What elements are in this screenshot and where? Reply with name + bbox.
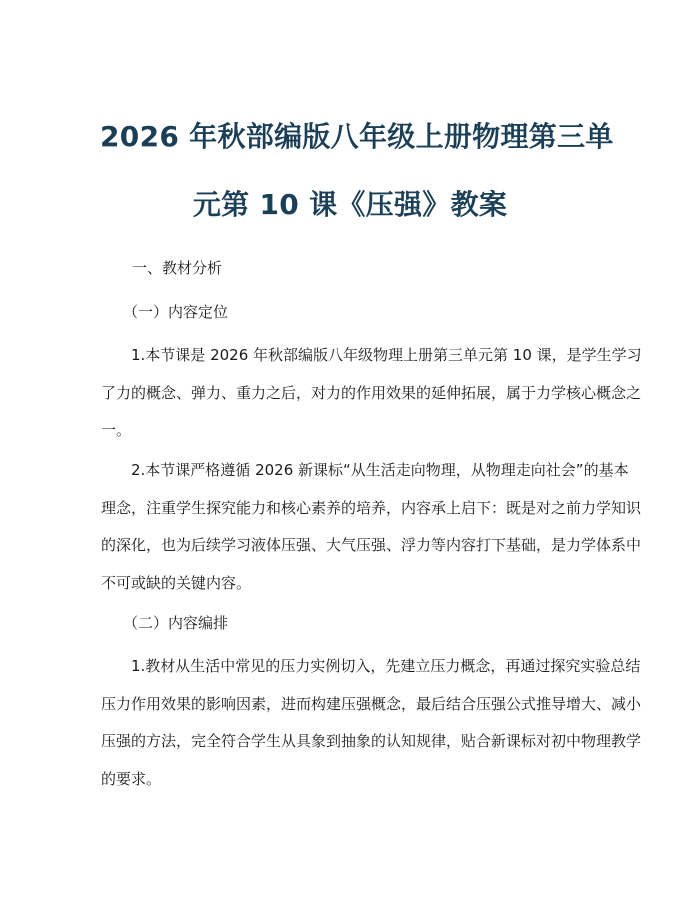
subsection-heading: （一）内容定位 <box>123 303 229 321</box>
paragraph-line: 了力的概念、弹力、重力之后，对力的作用效果的延伸拓展，属于力学核心概念之 <box>101 383 642 402</box>
paragraph-line: 1.本节课是 2026 年秋部编版八年级物理上册第三单元第 10 课，是学生学习 <box>131 346 642 364</box>
paragraph-line: 的要求。 <box>101 769 162 788</box>
title-line: 2026 年秋部编版八年级上册物理第三单 <box>100 120 614 153</box>
paragraph <box>101 648 642 798</box>
paragraph-line: 一。 <box>101 421 132 439</box>
paragraph <box>101 337 642 450</box>
paragraph-line: 的深化，也为后续学习液体压强、大气压强、浮力等内容打下基础，是力学体系中 <box>101 536 642 554</box>
paragraph-line: 压强的方法，完全符合学生从具象到抽象的认知规律，贴合新课标对初中物理教学 <box>101 732 642 750</box>
paragraph-line: 2.本节课严格遵循 2026 新课标“从生活走向物理，从物理走向社会”的基本 <box>131 461 629 479</box>
paragraph-line: 1.教材从生活中常见的压力实例切入，先建立压力概念，再通过探究实验总结 <box>131 657 641 675</box>
section-heading: 一、教材分析 <box>132 259 223 277</box>
subsection-heading: （二）内容编排 <box>123 614 229 632</box>
paragraph-line: 理念，注重学生探究能力和核心素养的培养，内容承上启下：既是对之前力学知识 <box>101 498 642 517</box>
paragraph-line: 压力作用效果的影响因素，进而构建压强概念，最后结合压强公式推导增大、减小 <box>101 694 642 713</box>
paragraph <box>101 452 642 602</box>
paragraph-line: 不可或缺的关键内容。 <box>101 573 252 592</box>
title-line: 元第 10 课《压强》教案 <box>192 188 508 221</box>
document-title <box>100 103 614 239</box>
